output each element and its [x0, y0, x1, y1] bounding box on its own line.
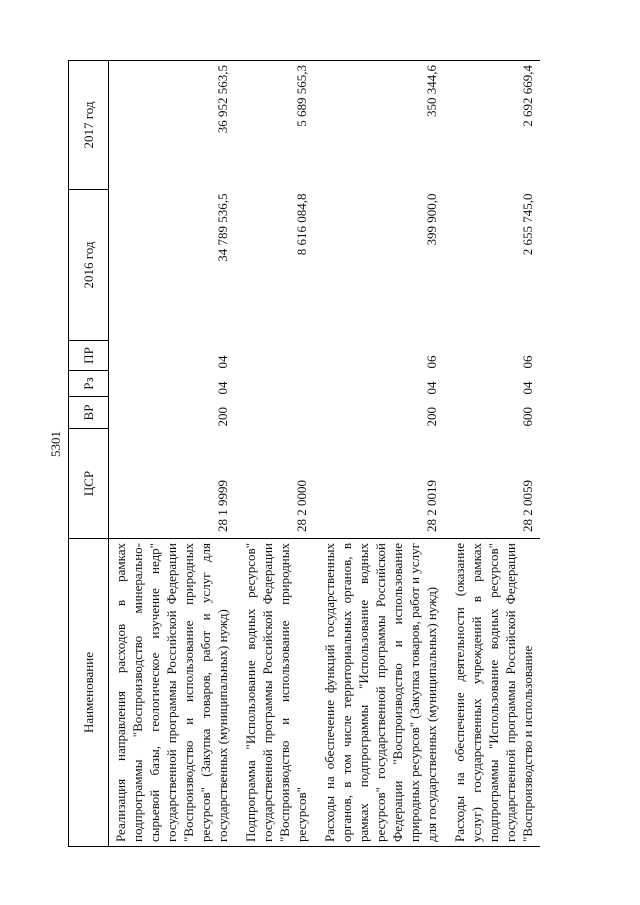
row-csr: 28 2 0059: [520, 480, 535, 532]
row-vr: [239, 397, 314, 429]
header-name: Наименование: [69, 539, 109, 847]
row-vr: 200: [424, 407, 439, 427]
header-csr: ЦСР: [69, 429, 109, 539]
row-pr: [239, 341, 314, 371]
row-csr: 28 1 9999: [215, 480, 230, 532]
page-number: 5301: [48, 431, 63, 457]
table-row: [109, 61, 236, 847]
row-2016: 34 789 536,5: [215, 193, 230, 262]
row-name: Подпрограмма "Использование водных ресурсов" государственной программы Российской Федерации "Воспроизводство и использование природных ресурсов": [239, 539, 314, 847]
row-pr: 06: [520, 355, 535, 369]
row-name: Реализация направления расходов в рамках подпрограммы "Воспроизводство минерально-сырьевой базы, геологическое изучение недр" государственной программы Российской Федерации "Воспроизводство и использование природных ресурсов" (Закупка товаров, работ и услуг для государственных (муниципальных) нужд): [109, 539, 236, 847]
table-row: [318, 61, 444, 847]
row-rz: [239, 371, 314, 397]
header-2017: 2017 год: [69, 61, 109, 190]
header-rz: Рз: [69, 371, 109, 397]
row-vr: 600: [520, 407, 535, 427]
row-2017: 5 689 565,3: [239, 61, 314, 190]
budget-table-container: [68, 61, 588, 847]
header-pr: ПР: [69, 341, 109, 371]
row-rz: 04: [424, 381, 439, 395]
row-2017: 350 344,6: [318, 61, 444, 190]
row-2017: 36 952 563,5: [109, 61, 236, 190]
table-row: [239, 61, 314, 847]
header-vr: ВР: [69, 397, 109, 429]
table-row: [448, 61, 540, 847]
row-rz: 04: [520, 381, 535, 395]
row-pr: 06: [424, 355, 439, 369]
row-csr: 28 2 0000: [294, 480, 309, 532]
row-2016: 399 900,0: [424, 193, 439, 246]
row-rz: 04: [215, 381, 230, 395]
header-2016: 2016 год: [69, 190, 109, 341]
row-pr: 04: [215, 355, 230, 369]
row-csr: 28 2 0019: [424, 480, 439, 532]
row-2016: 8 616 084,8: [294, 193, 309, 256]
row-2017: 2 692 669,4: [448, 61, 540, 190]
row-2016: 2 655 745,0: [520, 193, 535, 256]
budget-table: [68, 60, 540, 847]
row-name: Расходы на обеспечение функций государственных органов, в том числе территориальных органов, в рамках подпрограммы "Использование водных ресурсов" государственной программы Российской Федерации "Воспроизводство и использование природных ресурсов" (Закупка товаров, работ и услуг для государственных (муниципальных) нужд): [318, 539, 444, 847]
row-name: Расходы на обеспечение деятельности (оказание услуг) государственных учреждений в рамках подпрограммы "Использование водных ресурсов" государственной программы Российской Федерации "Воспроизводство и использование: [448, 539, 540, 847]
table-header-row: [69, 61, 109, 847]
row-vr: 200: [215, 407, 230, 427]
